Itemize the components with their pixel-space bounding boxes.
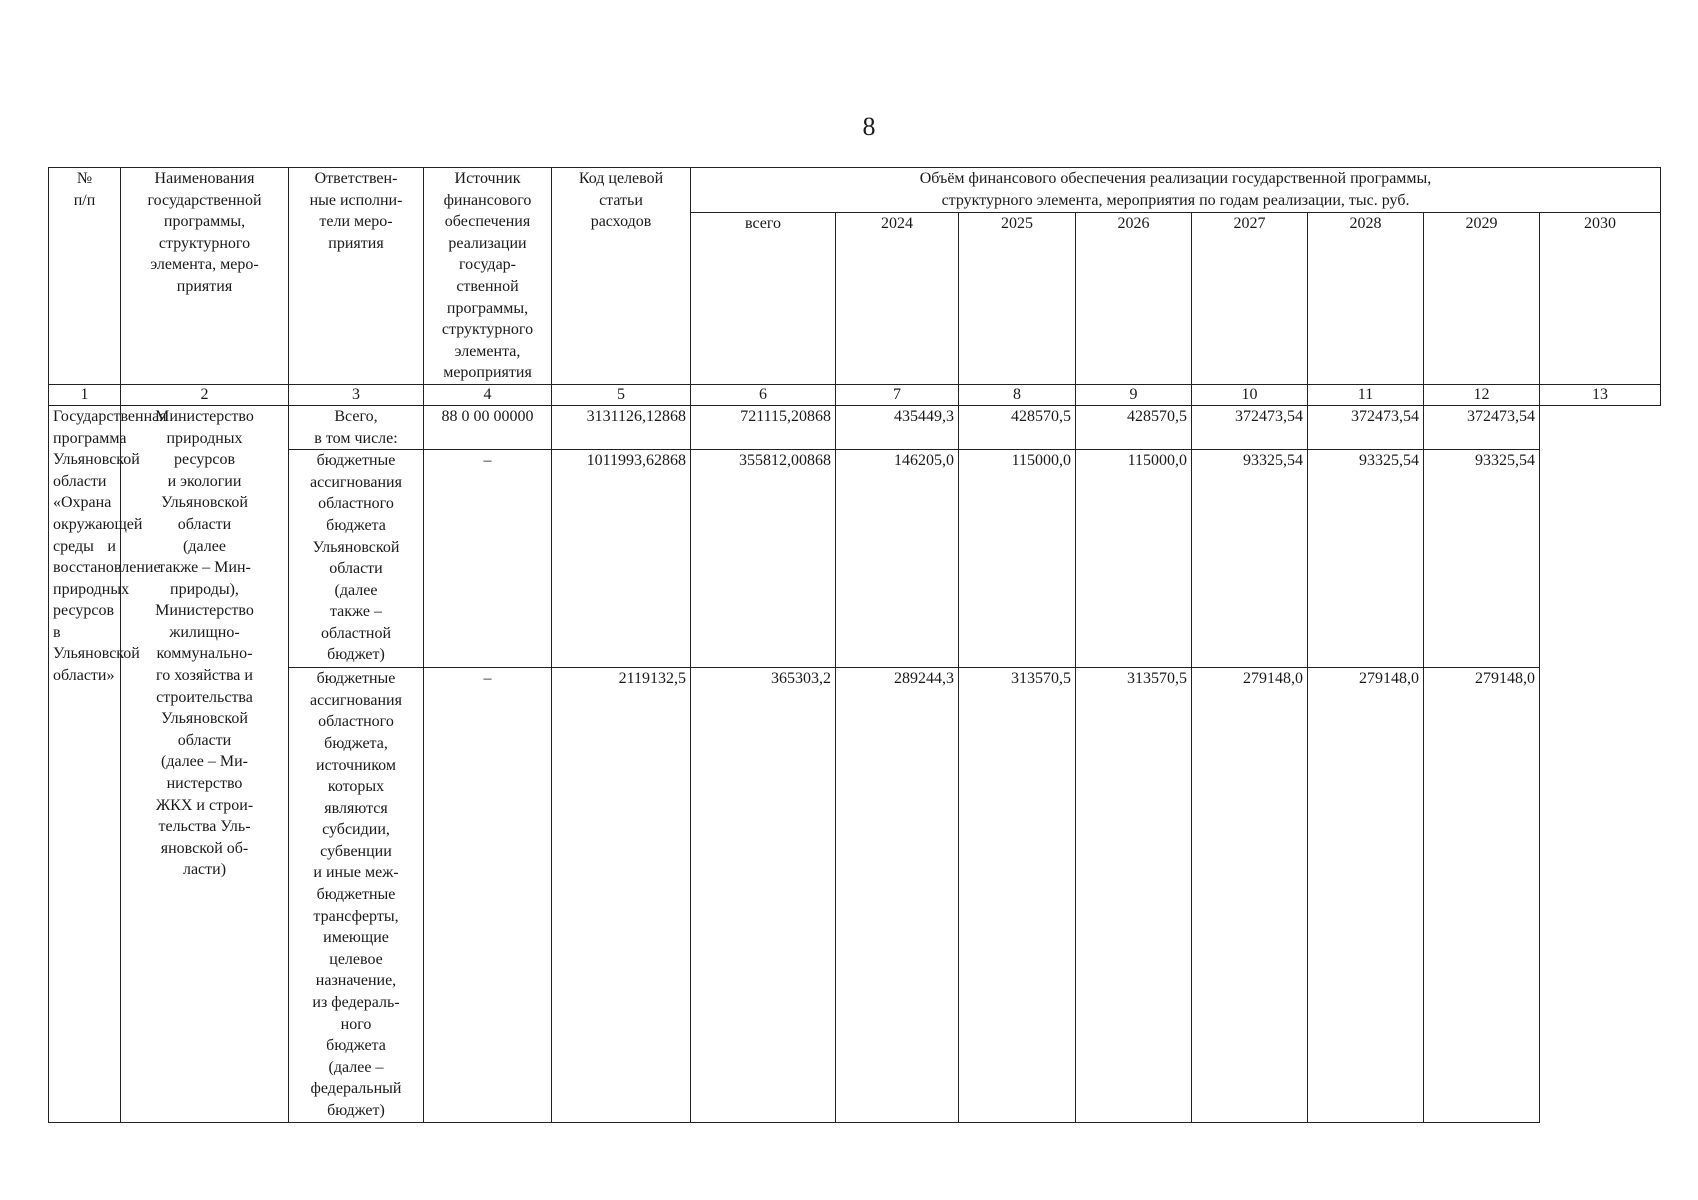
text-line: природы), (170, 580, 239, 598)
budget-table (48, 167, 1661, 1123)
amount-2026: 115000,0 (959, 450, 1076, 668)
column-number: 1 (49, 384, 121, 405)
column-number: 8 (959, 384, 1076, 405)
amount-2028: 93325,54 (1192, 450, 1308, 668)
amount-2025: 435449,3 (836, 405, 959, 449)
text-line: статьи (599, 191, 643, 209)
text-line: природных (166, 429, 243, 447)
text-line: ассигнования (310, 691, 402, 709)
column-number: 4 (424, 384, 552, 405)
text-line: (далее (334, 581, 378, 599)
source-total (289, 405, 424, 449)
amount-2026: 428570,5 (959, 405, 1076, 449)
text-line: которых (327, 778, 385, 796)
text-line: (далее (183, 537, 226, 555)
text-line: бюджетные (316, 886, 396, 904)
text-line: (далее – (328, 1058, 384, 1076)
text-line: обеспечения (444, 213, 531, 231)
text-line: бюджета (326, 516, 386, 534)
text-line: назначение, (315, 972, 397, 990)
text-line: тели меро- (319, 213, 393, 231)
text-line: № (76, 170, 93, 187)
column-number: 7 (836, 384, 959, 405)
text-line: также – Мин- (158, 559, 251, 577)
amount-2024: 355812,00868 (691, 450, 836, 668)
text-line: целевое (329, 950, 383, 968)
text-line: Источник (454, 170, 521, 187)
text-line: источником (316, 756, 396, 774)
text-line: областного (318, 713, 394, 731)
target-code: – (424, 668, 552, 1122)
amount-2025: 146205,0 (836, 450, 959, 668)
amount-2030: 279148,0 (1424, 668, 1540, 1122)
text-line: области (177, 515, 232, 533)
text-line: Ульяновской (312, 538, 400, 556)
text-line: Министерство (155, 602, 254, 620)
text-line: реализации (448, 234, 527, 252)
amount-2024: 365303,2 (691, 668, 836, 1122)
text-line: приятия (176, 277, 233, 295)
text-line: яновской об- (160, 839, 249, 857)
column-number: 11 (1308, 384, 1424, 405)
header-year-2028: 2028 (1308, 212, 1424, 384)
header-year-2026: 2026 (1076, 212, 1192, 384)
text-line: структурного элемента, мероприятия по годам реализации, тыс. руб. (941, 191, 1410, 209)
amount-2025: 289244,3 (836, 668, 959, 1122)
text-line: жилищно- (169, 623, 240, 641)
column-number: 6 (691, 384, 836, 405)
target-code: – (424, 450, 552, 668)
column-number: 9 (1076, 384, 1192, 405)
header-row-top (49, 168, 1661, 213)
table-row-total (49, 405, 1661, 449)
text-line: имеющие (323, 929, 389, 947)
text-line: являются (324, 799, 388, 817)
page-number: 8 (862, 112, 876, 141)
text-line: бюджета (326, 1037, 386, 1055)
text-line: области (177, 731, 232, 749)
amount-2030: 93325,54 (1424, 450, 1540, 668)
amount-2028: 279148,0 (1192, 668, 1308, 1122)
text-line: финансового (443, 191, 532, 209)
amount-total: 2119132,5 (552, 668, 691, 1122)
text-line: программы, (163, 213, 246, 231)
table-row-federal-budget (49, 668, 1661, 1122)
header-year-2024: 2024 (836, 212, 959, 384)
text-line: структурного (441, 321, 534, 339)
amount-2024: 721115,20868 (691, 405, 836, 449)
table-row-regional-budget (49, 450, 1661, 668)
header-year-2030: 2030 (1540, 212, 1661, 384)
header-total: всего (691, 212, 836, 384)
text-line: Код целевой (578, 170, 664, 187)
text-line: области (329, 560, 383, 578)
header-year-2027: 2027 (1192, 212, 1308, 384)
target-code: 88 0 00 00000 (424, 405, 552, 449)
amount-2027: 313570,5 (1076, 668, 1192, 1122)
text-line: ассигнования (310, 473, 402, 491)
text-line: (далее – Ми- (160, 753, 248, 771)
text-line: субвенции (320, 842, 392, 860)
text-line: п/п (73, 191, 96, 209)
header-number (49, 168, 121, 385)
text-line: областной (320, 624, 392, 642)
text-line: Объём финансового обеспечения реализации государственной программы, (919, 170, 1432, 187)
text-line: государственной (147, 191, 262, 209)
text-line: ресурсов (173, 451, 236, 469)
text-line: бюджет) (327, 1102, 385, 1119)
text-line: Министерство (155, 407, 254, 425)
text-line: элемента, (454, 342, 521, 360)
header-code (552, 168, 691, 385)
text-line: нистерство (166, 775, 243, 793)
amount-2027: 428570,5 (1076, 405, 1192, 449)
text-line: бюджета, (324, 734, 388, 752)
text-line: бюджет) (327, 646, 385, 664)
header-year-2025: 2025 (959, 212, 1076, 384)
column-number: 3 (289, 384, 424, 405)
column-number: 10 (1192, 384, 1308, 405)
text-line: бюджетные (316, 670, 396, 688)
source-regional-budget (289, 450, 424, 668)
text-line: бюджетные (316, 452, 396, 470)
header-executors (289, 168, 424, 385)
text-line: Ответствен- (314, 170, 398, 187)
text-line: также – (329, 603, 382, 621)
text-line: программы, (446, 299, 529, 317)
text-line: трансферты, (313, 907, 399, 925)
amount-total: 1011993,62868 (552, 450, 691, 668)
header-year-2029: 2029 (1424, 212, 1540, 384)
text-line: ласти) (182, 861, 227, 879)
text-line: расходов (590, 213, 652, 231)
text-line: федеральный (310, 1080, 402, 1098)
text-line: государ- (458, 256, 516, 274)
text-line: структурного (158, 234, 251, 252)
text-line: областного (318, 495, 394, 513)
text-line: приятия (328, 234, 384, 252)
text-line: коммунально- (156, 645, 253, 663)
amount-2029: 372473,54 (1308, 405, 1424, 449)
text-line: и иные меж- (313, 864, 399, 882)
text-line: тельства Уль- (158, 818, 251, 836)
text-line: ственной (456, 277, 519, 295)
column-number-row (49, 384, 1661, 405)
amount-total: 3131126,12868 (552, 405, 691, 449)
amount-2028: 372473,54 (1192, 405, 1308, 449)
text-line: Всего, (334, 407, 378, 425)
text-line: и экологии (167, 472, 242, 490)
amount-2029: 279148,0 (1308, 668, 1424, 1122)
header-volume (691, 168, 1661, 213)
source-federal-budget (289, 668, 424, 1122)
amount-2027: 115000,0 (1076, 450, 1192, 668)
amount-2026: 313570,5 (959, 668, 1076, 1122)
column-number: 5 (552, 384, 691, 405)
program-name: Государственная программа Ульяновской области «Охрана окружающей среды и восстановление природных ресурсов в Ульяновской области» (49, 405, 121, 1122)
program-executors (121, 405, 289, 1122)
text-line: ного (340, 1015, 372, 1033)
text-line: Ульяновской (161, 494, 248, 512)
text-line: субсидии, (322, 821, 390, 839)
column-number: 13 (1540, 384, 1661, 405)
text-line: элемента, меро- (150, 256, 259, 274)
text-line: из федераль- (312, 994, 400, 1012)
text-line: строительства (156, 688, 253, 706)
column-number: 12 (1424, 384, 1540, 405)
column-number: 2 (121, 384, 289, 405)
text-line: го хозяйства и (156, 667, 253, 685)
text-line: в том числе: (314, 429, 398, 447)
text-line: ные исполни- (309, 191, 403, 209)
text-line: Ульяновской (161, 710, 248, 728)
text-line: ЖКХ и строи- (155, 796, 254, 814)
text-line: мероприятия (443, 364, 532, 382)
header-name (121, 168, 289, 385)
header-source (424, 168, 552, 385)
text-line: Наименования (154, 170, 255, 187)
amount-2029: 93325,54 (1308, 450, 1424, 668)
amount-2030: 372473,54 (1424, 405, 1540, 449)
